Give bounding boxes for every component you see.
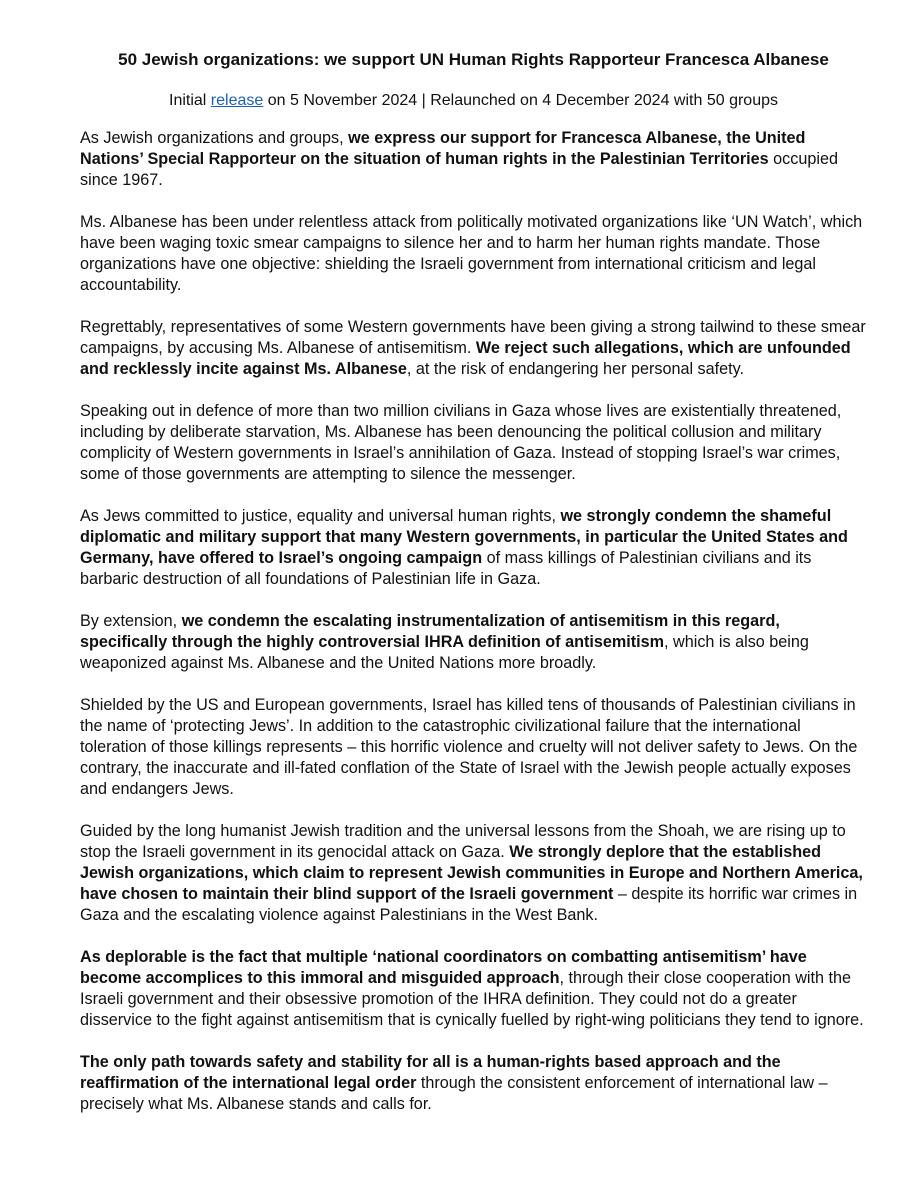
document-subtitle [80, 92, 867, 110]
text-segment: , which is also being weaponized against Ms. Albanese and the United Nations more broadly. [80, 633, 809, 672]
release-link[interactable]: release [210, 92, 264, 109]
body-paragraph-10 [80, 1052, 867, 1115]
document-title: 50 Jewish organizations: we support UN Human Rights Rapporteur Francesca Albanese [118, 50, 829, 69]
text-segment: As Jewish organizations and groups, [80, 129, 349, 147]
body-paragraph-6 [80, 611, 867, 674]
document-body [80, 128, 867, 1115]
text-segment: of mass killings of Palestinian civilians and its barbaric destruction of all foundations of Palestinian life in Gaza. [80, 549, 812, 588]
bold-text-segment: We reject such allegations, which are unfounded and recklessly incite against Ms. Albanese [80, 339, 851, 378]
text-segment: occupied since 1967. [80, 150, 838, 189]
subtitle-prefix: Initial [169, 92, 211, 109]
bold-text-segment: The only path towards safety and stability for all is a human-rights based approach and the reaffirmation of the international legal order [80, 1053, 781, 1092]
body-paragraph-3 [80, 317, 867, 380]
text-segment: Ms. Albanese has been under relentless attack from politically motivated organizations like ‘UN Watch’, which have been waging toxic smear campaigns to silence her and to harm her human rights mandate. Those organizations have one objective: shielding the Israeli government from international criticism and legal accountability. [80, 213, 863, 294]
bold-text-segment: we strongly condemn the shameful diplomatic and military support that many Western governments, in particular the United States and Germany, have offered to Israel’s ongoing campaign [80, 507, 848, 567]
bold-text-segment: we express our support for Francesca Albanese, the United Nations’ Special Rapporteur on the situation of human rights in the Palestinian Territories [80, 129, 806, 168]
body-paragraph-7 [80, 695, 867, 800]
text-segment: through the consistent enforcement of international law – precisely what Ms. Albanese stands and calls for. [80, 1074, 828, 1113]
text-segment: Shielded by the US and European governments, Israel has killed tens of thousands of Palestinian civilians in the name of ‘protecting Jews’. In addition to the catastrophic civilizational failure that the international toleration of those killings represents – this horrific violence and cruelty will not deliver safety to Jews. On the contrary, the inaccurate and ill-fated conflation of the State of Israel with the Jewish people actually exposes and endangers Jews. [80, 696, 858, 798]
body-paragraph-5 [80, 506, 867, 590]
text-segment: By extension, [80, 612, 182, 630]
text-segment: , at the risk of endangering her personal safety. [406, 360, 745, 378]
body-paragraph-2 [80, 212, 867, 296]
text-segment: – despite its horrific war crimes in Gaza and the escalating violence against Palestinians in the West Bank. [80, 885, 858, 924]
body-paragraph-1 [80, 128, 867, 191]
bold-text-segment: We strongly deplore that the established Jewish organizations, which claim to represent Jewish communities in Europe and Northern America, have chosen to maintain their blind support of the Israeli government [80, 843, 863, 903]
subtitle-suffix: on 5 November 2024 | Relaunched on 4 December 2024 with 50 groups [263, 92, 778, 109]
body-paragraph-4 [80, 401, 867, 485]
text-segment: Regrettably, representatives of some Western governments have been giving a strong tailwind to these smear campaigns, by accusing Ms. Albanese of antisemitism. [80, 318, 866, 357]
bold-text-segment: we condemn the escalating instrumentalization of antisemitism in this regard, specifically through the highly controversial IHRA definition of antisemitism [80, 612, 780, 651]
text-segment: As Jews committed to justice, equality and universal human rights, [80, 507, 561, 525]
text-segment: Speaking out in defence of more than two million civilians in Gaza whose lives are existentially threatened, including by deliberate starvation, Ms. Albanese has been denouncing the political collusion and military complicity of Western governments in Israel’s annihilation of Gaza. Instead of stopping Israel’s war crimes, some of those governments are attempting to silence the messenger. [80, 402, 842, 483]
text-segment: , through their close cooperation with the Israeli government and their obsessive promotion of the IHRA definition. They could not do a greater disservice to the fight against antisemitism that is cynically fuelled by right-wing politicians they tend to ignore. [80, 969, 864, 1029]
body-paragraph-9 [80, 947, 867, 1031]
text-segment: Guided by the long humanist Jewish tradition and the universal lessons from the Shoah, we are rising up to stop the Israeli government in its genocidal attack on Gaza. [80, 822, 846, 861]
bold-text-segment: As deplorable is the fact that multiple ‘national coordinators on combatting antisemitism’ have become accomplices to this immoral and misguided approach [80, 948, 807, 987]
body-paragraph-8 [80, 821, 867, 926]
